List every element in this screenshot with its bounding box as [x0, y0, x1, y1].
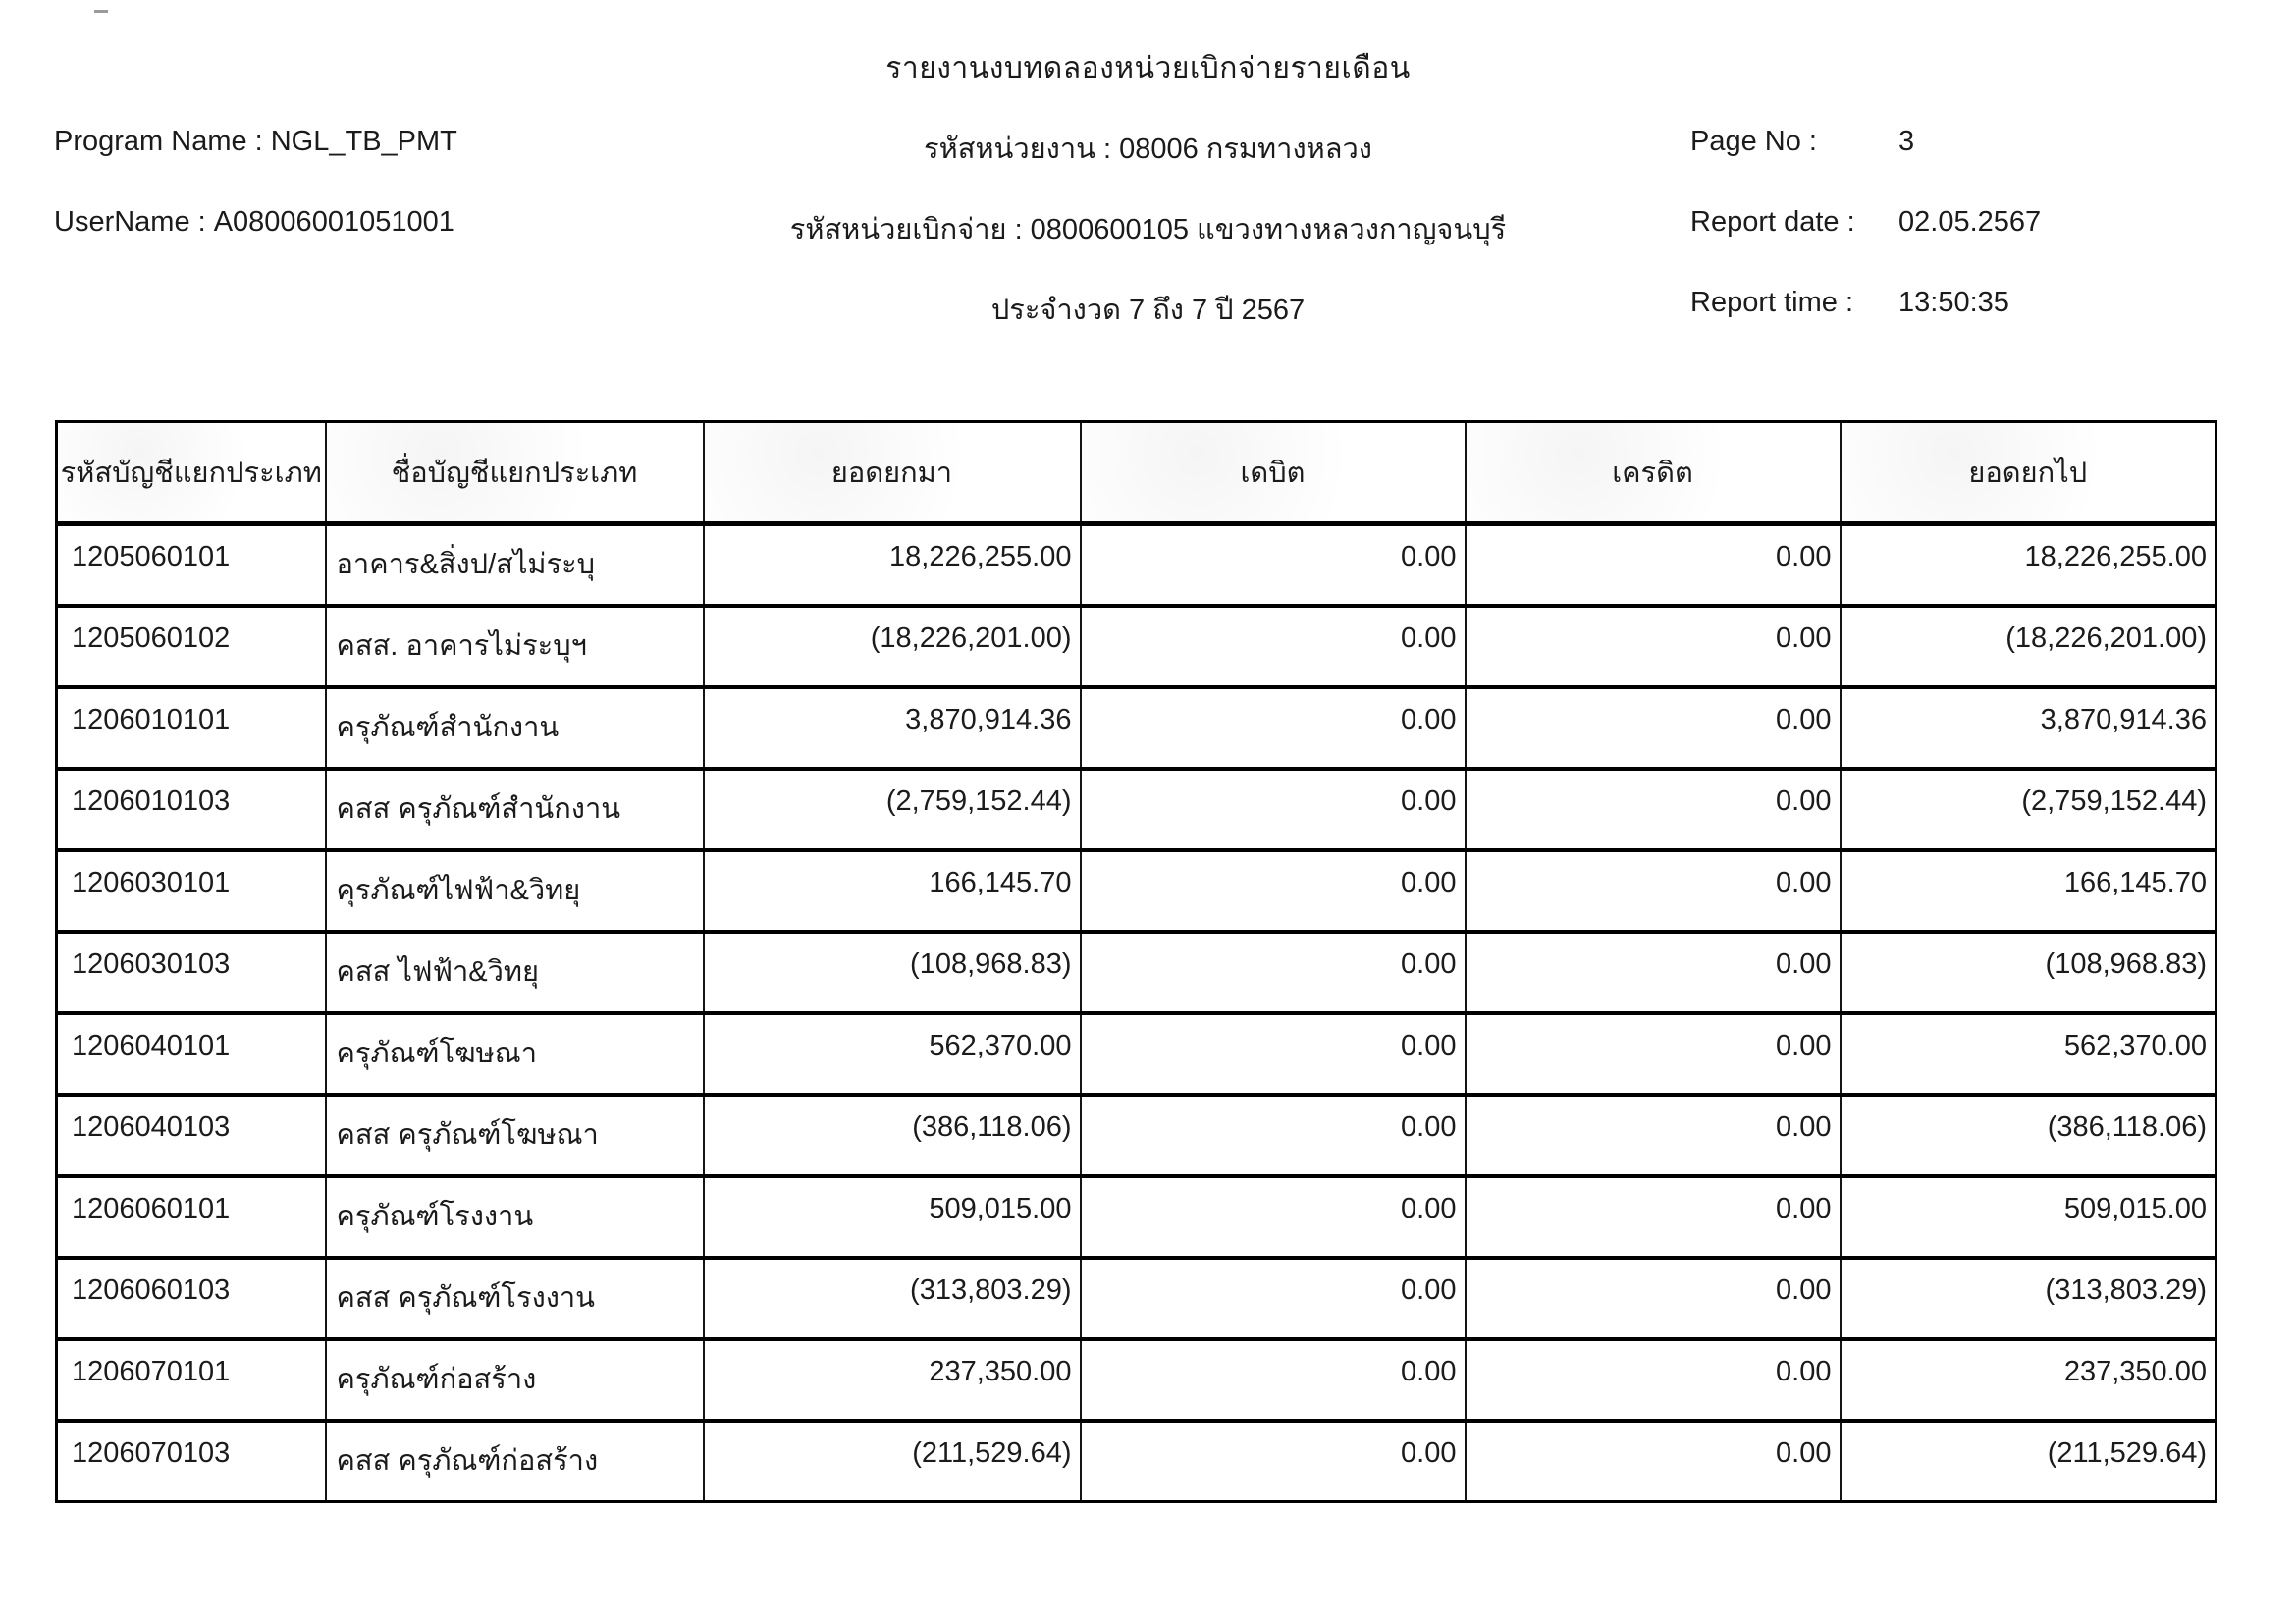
debit-cell: 0.00 [1081, 1013, 1466, 1095]
account-name-cell: ครุภัณฑ์โฆษณา [326, 1013, 704, 1095]
debit-cell: 0.00 [1081, 850, 1466, 932]
balance-brought-forward-cell: (386,118.06) [704, 1095, 1081, 1176]
account-code-cell: 1206010103 [57, 769, 326, 850]
table-row [57, 932, 2216, 1013]
account-code-cell: 1206040103 [57, 1095, 326, 1176]
account-name-cell: คสส. อาคารไม่ระบุฯ [326, 606, 704, 687]
account-code-cell: 1206060103 [57, 1258, 326, 1339]
report-time-value: 13:50:35 [1898, 287, 2009, 318]
header-account-name: ชื่อบัญชีแยกประเภท [326, 422, 704, 524]
header-credit: เครดิต [1466, 422, 1841, 524]
trial-balance-table [55, 420, 2217, 1503]
report-title: รายงานงบทดลองหน่วยเบิกจ่ายรายเดือน [885, 52, 1411, 84]
username-label: UserName : [54, 206, 206, 238]
table-row [57, 1176, 2216, 1258]
report-date-label: Report date : [1690, 206, 1855, 238]
report-time-label: Report time : [1690, 287, 1853, 318]
account-code-cell: 1206010101 [57, 687, 326, 769]
account-name-cell: ครุภัณฑ์สำนักงาน [326, 687, 704, 769]
credit-cell: 0.00 [1466, 850, 1841, 932]
credit-cell: 0.00 [1466, 1258, 1841, 1339]
balance-carried-forward-cell: (313,803.29) [1841, 1258, 2216, 1339]
table-row [57, 850, 2216, 932]
table-row [57, 1421, 2216, 1502]
agency-code-line: รหัสหน่วยงาน : 08006 กรมทางหลวง [924, 134, 1372, 165]
table-row [57, 769, 2216, 850]
table-row [57, 687, 2216, 769]
debit-cell: 0.00 [1081, 1421, 1466, 1502]
account-name-cell: อาคาร&สิ่งป/สไม่ระบุ [326, 524, 704, 606]
program-name-value: NGL_TB_PMT [270, 126, 457, 157]
balance-brought-forward-cell: 562,370.00 [704, 1013, 1081, 1095]
account-code-cell: 1205060102 [57, 606, 326, 687]
account-code-cell: 1206070101 [57, 1339, 326, 1421]
debit-cell: 0.00 [1081, 524, 1466, 606]
debit-cell: 0.00 [1081, 769, 1466, 850]
balance-brought-forward-cell: (108,968.83) [704, 932, 1081, 1013]
credit-cell: 0.00 [1466, 769, 1841, 850]
account-name-cell: คสส ครุภัณฑ์โรงงาน [326, 1258, 704, 1339]
balance-carried-forward-cell: 166,145.70 [1841, 850, 2216, 932]
balance-brought-forward-cell: (2,759,152.44) [704, 769, 1081, 850]
account-name-cell: ครุภัณฑ์ก่อสร้าง [326, 1339, 704, 1421]
account-name-cell: คสส ครุภัณฑ์ก่อสร้าง [326, 1421, 704, 1502]
balance-carried-forward-cell: (211,529.64) [1841, 1421, 2216, 1502]
account-name-cell: ครุภัณฑ์โรงงาน [326, 1176, 704, 1258]
account-name-cell: คสส ครุภัณฑ์สำนักงาน [326, 769, 704, 850]
table-row [57, 1339, 2216, 1421]
debit-cell: 0.00 [1081, 1258, 1466, 1339]
credit-cell: 0.00 [1466, 1013, 1841, 1095]
page-no-line [1690, 126, 1914, 158]
balance-brought-forward-cell: (313,803.29) [704, 1258, 1081, 1339]
balance-carried-forward-cell: 237,350.00 [1841, 1339, 2216, 1421]
balance-brought-forward-cell: 509,015.00 [704, 1176, 1081, 1258]
debit-cell: 0.00 [1081, 1095, 1466, 1176]
balance-carried-forward-cell: 3,870,914.36 [1841, 687, 2216, 769]
debit-cell: 0.00 [1081, 1176, 1466, 1258]
account-code-cell: 1206030103 [57, 932, 326, 1013]
credit-cell: 0.00 [1466, 1339, 1841, 1421]
balance-brought-forward-cell: 18,226,255.00 [704, 524, 1081, 606]
credit-cell: 0.00 [1466, 524, 1841, 606]
header-balance-brought-forward: ยอดยกมา [704, 422, 1081, 524]
debit-cell: 0.00 [1081, 687, 1466, 769]
balance-brought-forward-cell: (211,529.64) [704, 1421, 1081, 1502]
balance-carried-forward-cell: 509,015.00 [1841, 1176, 2216, 1258]
balance-carried-forward-cell: (386,118.06) [1841, 1095, 2216, 1176]
page-no-value: 3 [1898, 126, 1915, 157]
header-balance-carried-forward: ยอดยกไป [1841, 422, 2216, 524]
account-code-cell: 1206060101 [57, 1176, 326, 1258]
account-name-cell: คสส ครุภัณฑ์โฆษณา [326, 1095, 704, 1176]
table-row [57, 524, 2216, 606]
credit-cell: 0.00 [1466, 1176, 1841, 1258]
program-name-label: Program Name : [54, 126, 263, 157]
report-date-line [1690, 206, 2041, 239]
scan-artifact [94, 10, 108, 13]
credit-cell: 0.00 [1466, 1095, 1841, 1176]
credit-cell: 0.00 [1466, 932, 1841, 1013]
debit-cell: 0.00 [1081, 932, 1466, 1013]
header-account-code: รหัสบัญชีแยกประเภท [57, 422, 326, 524]
page-no-label: Page No : [1690, 126, 1817, 157]
table-body [57, 524, 2216, 1502]
debit-cell: 0.00 [1081, 606, 1466, 687]
account-code-cell: 1206030101 [57, 850, 326, 932]
account-name-cell: คสส ไฟฟ้า&วิทยุ [326, 932, 704, 1013]
table-row [57, 1258, 2216, 1339]
credit-cell: 0.00 [1466, 606, 1841, 687]
disbursement-unit-line: รหัสหน่วยเบิกจ่าย : 0800600105 แขวงทางหลวงกาญจนบุรี [789, 214, 1507, 245]
credit-cell: 0.00 [1466, 687, 1841, 769]
report-date-value: 02.05.2567 [1898, 206, 2042, 238]
account-code-cell: 1206070103 [57, 1421, 326, 1502]
account-code-cell: 1205060101 [57, 524, 326, 606]
balance-brought-forward-cell: 166,145.70 [704, 850, 1081, 932]
balance-brought-forward-cell: 237,350.00 [704, 1339, 1081, 1421]
balance-carried-forward-cell: (18,226,201.00) [1841, 606, 2216, 687]
balance-carried-forward-cell: (2,759,152.44) [1841, 769, 2216, 850]
balance-carried-forward-cell: 18,226,255.00 [1841, 524, 2216, 606]
username-value: A08006001051001 [213, 206, 454, 238]
balance-carried-forward-cell: (108,968.83) [1841, 932, 2216, 1013]
debit-cell: 0.00 [1081, 1339, 1466, 1421]
account-name-cell: คุรภัณฑ์ไฟฟ้า&วิทยุ [326, 850, 704, 932]
credit-cell: 0.00 [1466, 1421, 1841, 1502]
balance-brought-forward-cell: (18,226,201.00) [704, 606, 1081, 687]
account-code-cell: 1206040101 [57, 1013, 326, 1095]
report-time-line [1690, 287, 2009, 319]
balance-brought-forward-cell: 3,870,914.36 [704, 687, 1081, 769]
table-row [57, 606, 2216, 687]
header-debit: เดบิต [1081, 422, 1466, 524]
table-row [57, 1013, 2216, 1095]
period-line: ประจำงวด 7 ถึง 7 ปี 2567 [990, 295, 1306, 326]
table-row [57, 1095, 2216, 1176]
balance-carried-forward-cell: 562,370.00 [1841, 1013, 2216, 1095]
table-header-row [57, 422, 2216, 524]
